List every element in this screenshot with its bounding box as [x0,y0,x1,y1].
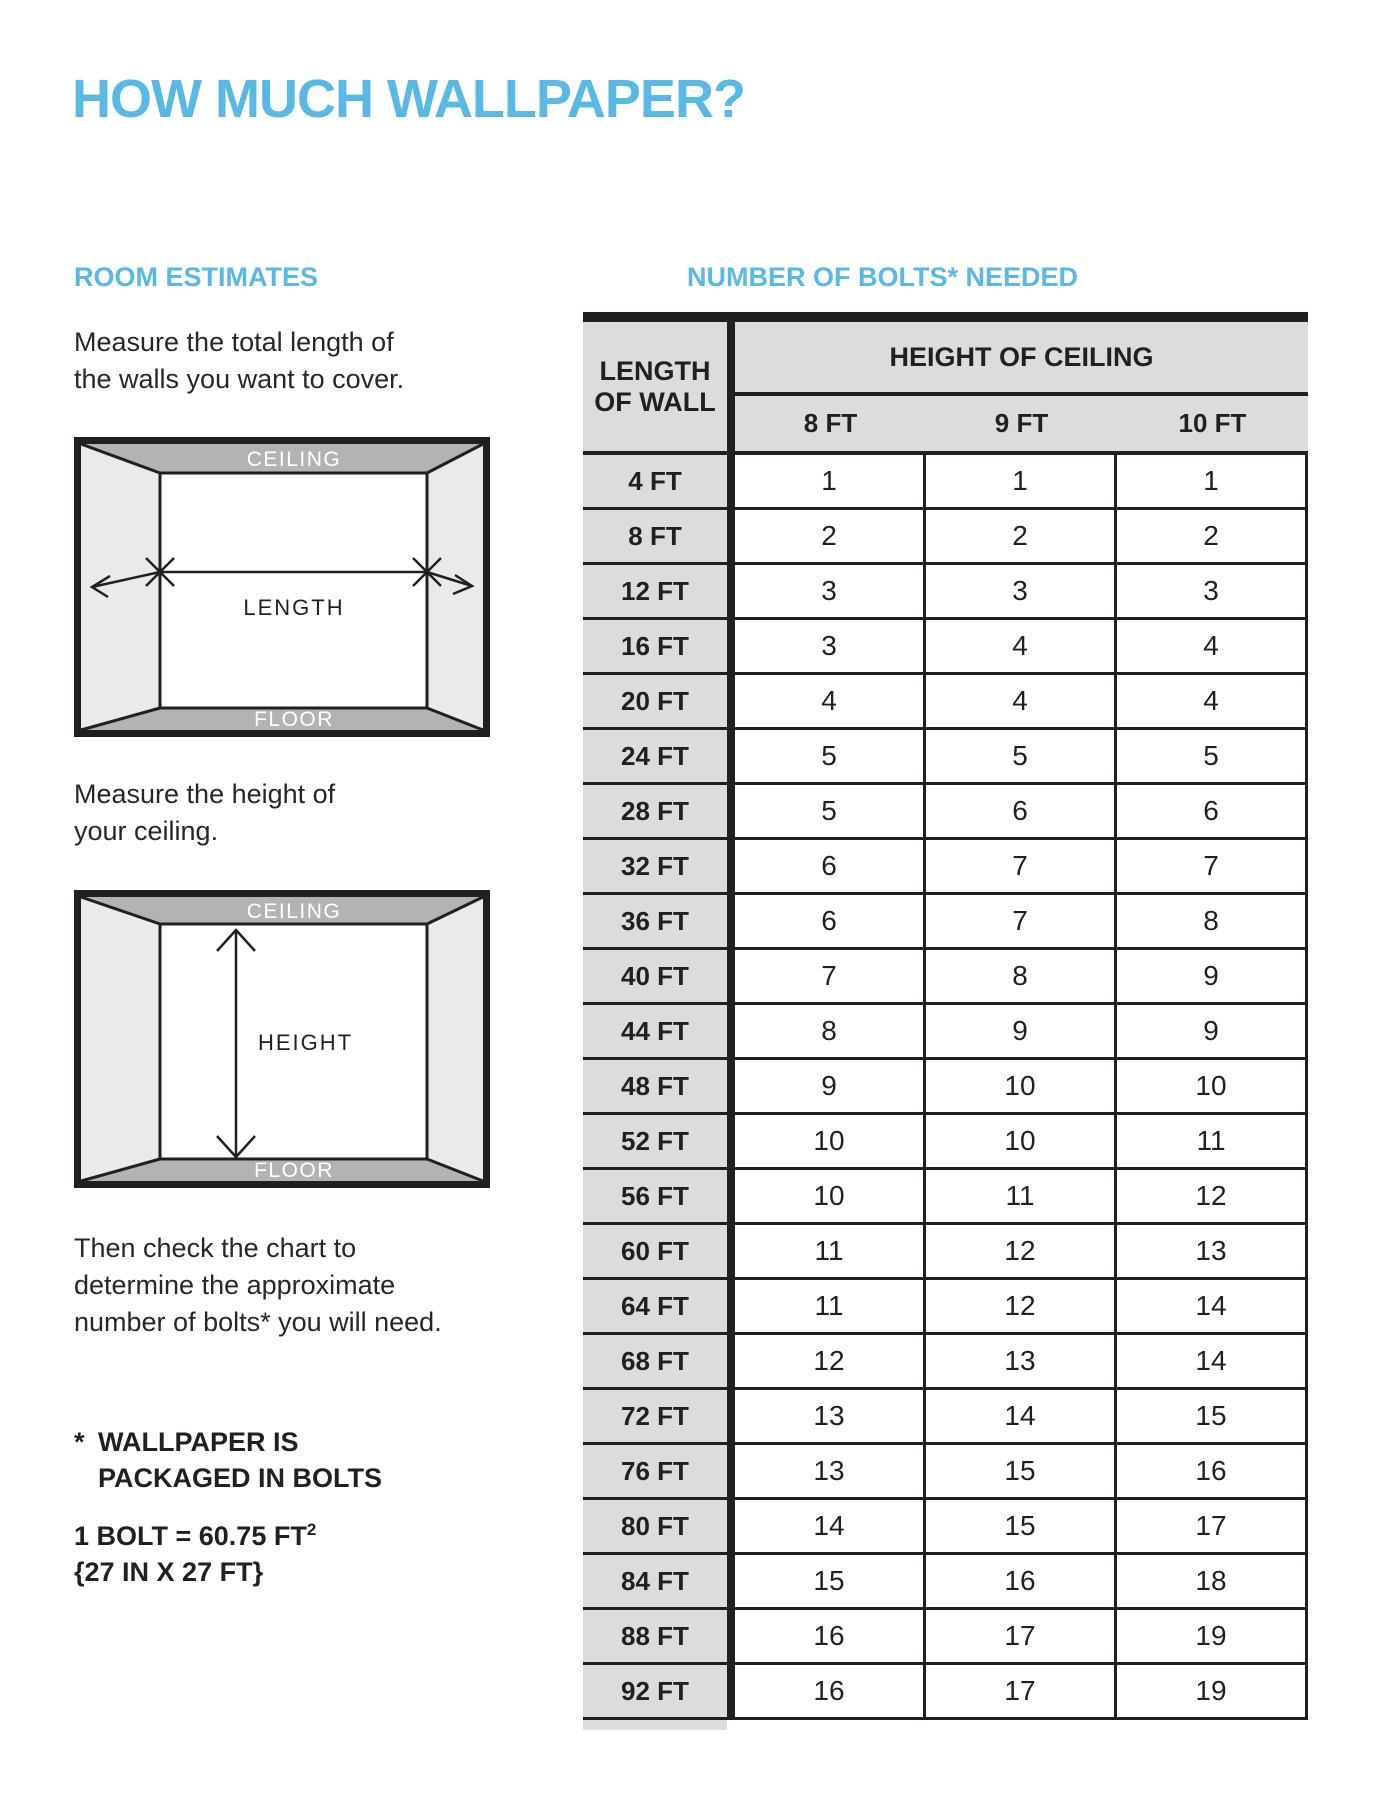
bolts-8ft-cell: 10 [735,1115,926,1167]
wall-length-cell: 80 FT [583,1500,727,1552]
table-vertical-divider [727,455,735,507]
table-row [583,730,1308,785]
bolts-8ft-cell: 2 [735,510,926,562]
bolts-8ft-cell: 3 [735,620,926,672]
bolts-8ft-cell: 5 [735,785,926,837]
bolts-9ft-cell: 16 [926,1555,1117,1607]
instruction-check-chart [74,1230,442,1341]
table-vertical-divider [727,730,735,782]
bolts-10ft-cell: 5 [1117,730,1308,782]
instruction-line: Then check the chart to [74,1233,357,1263]
table-body [583,451,1308,1720]
bolts-8ft-cell: 13 [735,1445,926,1497]
instruction-line: Measure the total length of [74,327,394,357]
table-vertical-divider [727,1170,735,1222]
row-header-line: LENGTH [599,355,711,386]
bolts-8ft-cell: 16 [735,1665,926,1717]
bolts-9ft-cell: 7 [926,895,1117,947]
bolts-8ft-cell: 6 [735,840,926,892]
table-vertical-divider [727,1610,735,1662]
table-vertical-divider [727,1445,735,1497]
instruction-line: the walls you want to cover. [74,364,405,394]
wall-length-cell: 68 FT [583,1335,727,1387]
bolts-table [583,312,1308,1730]
bolts-10ft-cell: 12 [1117,1170,1308,1222]
bolts-10ft-cell: 6 [1117,785,1308,837]
bolts-needed-heading: NUMBER OF BOLTS* NEEDED [686,262,1078,292]
table-vertical-divider [727,1665,735,1717]
left-wall-surface [81,897,160,1181]
table-vertical-divider [727,1500,735,1552]
ceiling-label: CEILING [246,448,342,471]
ceiling-label: CEILING [246,900,342,923]
bolts-10ft-cell: 2 [1117,510,1308,562]
instruction-line: Measure the height of [74,779,336,809]
bolts-8ft-cell: 3 [735,565,926,617]
bolts-9ft-cell: 15 [926,1500,1117,1552]
table-vertical-divider [727,1280,735,1332]
bolt-dimensions: {27 IN X 27 FT} [74,1557,264,1587]
bolts-9ft-cell: 4 [926,620,1117,672]
table-row [583,1005,1308,1060]
wall-length-cell: 8 FT [583,510,727,562]
footnote-line: WALLPAPER IS [98,1427,299,1457]
bolts-9ft-cell: 10 [926,1115,1117,1167]
instruction-measure-height [74,776,335,850]
bolts-8ft-cell: 12 [735,1335,926,1387]
room-length-diagram [74,437,490,737]
wall-length-cell: 56 FT [583,1170,727,1222]
bolts-8ft-cell: 6 [735,895,926,947]
bolts-9ft-cell: 17 [926,1665,1117,1717]
floor-label: FLOOR [254,1159,334,1182]
wall-length-cell: 64 FT [583,1280,727,1332]
bolts-9ft-cell: 13 [926,1335,1117,1387]
table-row [583,510,1308,565]
bolts-10ft-cell: 19 [1117,1610,1308,1662]
bolts-9ft-cell: 14 [926,1390,1117,1442]
table-vertical-divider [727,1115,735,1167]
wall-length-cell: 28 FT [583,785,727,837]
footnote-line: PACKAGED IN BOLTS [98,1463,383,1493]
table-row [583,1390,1308,1445]
bolts-8ft-cell: 13 [735,1390,926,1442]
bolts-10ft-cell: 8 [1117,895,1308,947]
table-row [583,1445,1308,1500]
bolts-9ft-cell: 8 [926,950,1117,1002]
table-row [583,1115,1308,1170]
bolts-8ft-cell: 16 [735,1610,926,1662]
instruction-line: number of bolts* you will need. [74,1307,442,1337]
right-wall-surface [427,444,483,730]
table-vertical-divider [727,675,735,727]
ceiling-height-subheaders [735,396,1308,451]
table-row [583,1500,1308,1555]
asterisk: * [74,1427,85,1457]
bolts-8ft-cell: 8 [735,1005,926,1057]
length-label: LENGTH [243,595,345,620]
bolts-9ft-cell: 1 [926,455,1117,507]
wall-length-cell: 12 FT [583,565,727,617]
table-row [583,620,1308,675]
instruction-line: your ceiling. [74,816,219,846]
bolts-10ft-cell: 10 [1117,1060,1308,1112]
bolts-8ft-cell: 11 [735,1225,926,1277]
instruction-line: determine the approximate [74,1270,396,1300]
table-row [583,1280,1308,1335]
table-row [583,950,1308,1005]
table-row [583,455,1308,510]
table-row [583,1665,1308,1720]
table-vertical-divider [727,1390,735,1442]
wall-length-cell: 48 FT [583,1060,727,1112]
col-group-header-height-of-ceiling: HEIGHT OF CEILING [735,322,1308,392]
col-header-10ft: 10 FT [1178,408,1247,438]
bolts-9ft-cell: 11 [926,1170,1117,1222]
table-vertical-divider [727,1225,735,1277]
table-vertical-divider [727,1335,735,1387]
room-height-diagram [74,890,490,1188]
wall-length-cell: 52 FT [583,1115,727,1167]
bolts-10ft-cell: 7 [1117,840,1308,892]
table-vertical-divider [727,950,735,1002]
table-row [583,840,1308,895]
table-vertical-divider [727,322,735,451]
row-header-length-of-wall [583,322,727,451]
bolts-9ft-cell: 12 [926,1280,1117,1332]
bolts-9ft-cell: 17 [926,1610,1117,1662]
bolts-8ft-cell: 7 [735,950,926,1002]
wall-length-cell: 92 FT [583,1665,727,1717]
table-vertical-divider [727,1060,735,1112]
room-estimates-heading: ROOM ESTIMATES [74,262,319,292]
bolts-8ft-cell: 10 [735,1170,926,1222]
bolts-9ft-cell: 15 [926,1445,1117,1497]
table-vertical-divider [727,510,735,562]
table-row [583,1335,1308,1390]
table-row [583,1610,1308,1665]
bolts-10ft-cell: 4 [1117,620,1308,672]
wall-length-cell: 88 FT [583,1610,727,1662]
bolts-10ft-cell: 11 [1117,1115,1308,1167]
wall-length-cell: 60 FT [583,1225,727,1277]
bolts-9ft-cell: 9 [926,1005,1117,1057]
bolts-10ft-cell: 9 [1117,950,1308,1002]
table-top-border [583,312,1308,322]
table-footer-tab [583,1720,727,1730]
bolts-10ft-cell: 14 [1117,1280,1308,1332]
table-row [583,785,1308,840]
bolts-8ft-cell: 4 [735,675,926,727]
floor-label: FLOOR [254,708,334,731]
bolts-10ft-cell: 3 [1117,565,1308,617]
table-vertical-divider [727,895,735,947]
right-wall-surface [427,897,483,1181]
bolts-9ft-cell: 10 [926,1060,1117,1112]
table-row [583,1555,1308,1610]
superscript-2: 2 [306,1520,317,1539]
bolts-10ft-cell: 4 [1117,675,1308,727]
wall-length-cell: 20 FT [583,675,727,727]
wall-length-cell: 72 FT [583,1390,727,1442]
table-row [583,1225,1308,1280]
bolts-8ft-cell: 1 [735,455,926,507]
bolts-10ft-cell: 14 [1117,1335,1308,1387]
wall-length-cell: 44 FT [583,1005,727,1057]
table-row [583,565,1308,620]
bolt-footnote [74,1424,382,1496]
table-vertical-divider [727,840,735,892]
table-vertical-divider [727,1555,735,1607]
bolts-10ft-cell: 16 [1117,1445,1308,1497]
table-header [583,322,1308,451]
wall-length-cell: 36 FT [583,895,727,947]
bolts-8ft-cell: 9 [735,1060,926,1112]
wall-length-cell: 84 FT [583,1555,727,1607]
wall-length-cell: 40 FT [583,950,727,1002]
wall-length-cell: 16 FT [583,620,727,672]
table-row [583,1170,1308,1225]
bolts-10ft-cell: 18 [1117,1555,1308,1607]
table-vertical-divider [727,620,735,672]
bolts-8ft-cell: 11 [735,1280,926,1332]
bolts-9ft-cell: 12 [926,1225,1117,1277]
bolts-9ft-cell: 5 [926,730,1117,782]
bolts-10ft-cell: 13 [1117,1225,1308,1277]
col-header-9ft: 9 FT [994,408,1049,438]
bolts-9ft-cell: 4 [926,675,1117,727]
back-wall-surface [160,473,427,708]
table-vertical-divider [727,565,735,617]
wall-length-cell: 24 FT [583,730,727,782]
table-vertical-divider [727,785,735,837]
table-row [583,895,1308,950]
bolts-8ft-cell: 5 [735,730,926,782]
height-label: HEIGHT [258,1030,354,1055]
bolts-10ft-cell: 15 [1117,1390,1308,1442]
table-vertical-divider [727,1005,735,1057]
bolts-9ft-cell: 3 [926,565,1117,617]
bolts-10ft-cell: 1 [1117,455,1308,507]
bolts-9ft-cell: 7 [926,840,1117,892]
wall-length-cell: 4 FT [583,455,727,507]
bolts-10ft-cell: 9 [1117,1005,1308,1057]
table-row [583,675,1308,730]
bolts-10ft-cell: 17 [1117,1500,1308,1552]
wall-length-cell: 76 FT [583,1445,727,1497]
page-title: HOW MUCH WALLPAPER? [72,69,745,129]
bolts-9ft-cell: 2 [926,510,1117,562]
bolts-8ft-cell: 14 [735,1500,926,1552]
table-row [583,1060,1308,1115]
instruction-measure-length [74,324,404,398]
row-header-line: OF WALL [594,386,716,417]
bolts-9ft-cell: 6 [926,785,1117,837]
bolts-10ft-cell: 19 [1117,1665,1308,1717]
bolt-equation: 1 BOLT = 60.75 $FT^2$ [74,1520,317,1551]
wall-length-cell: 32 FT [583,840,727,892]
col-header-8ft: 8 FT [803,408,858,438]
bolts-8ft-cell: 15 [735,1555,926,1607]
bolt-definition [74,1518,316,1590]
